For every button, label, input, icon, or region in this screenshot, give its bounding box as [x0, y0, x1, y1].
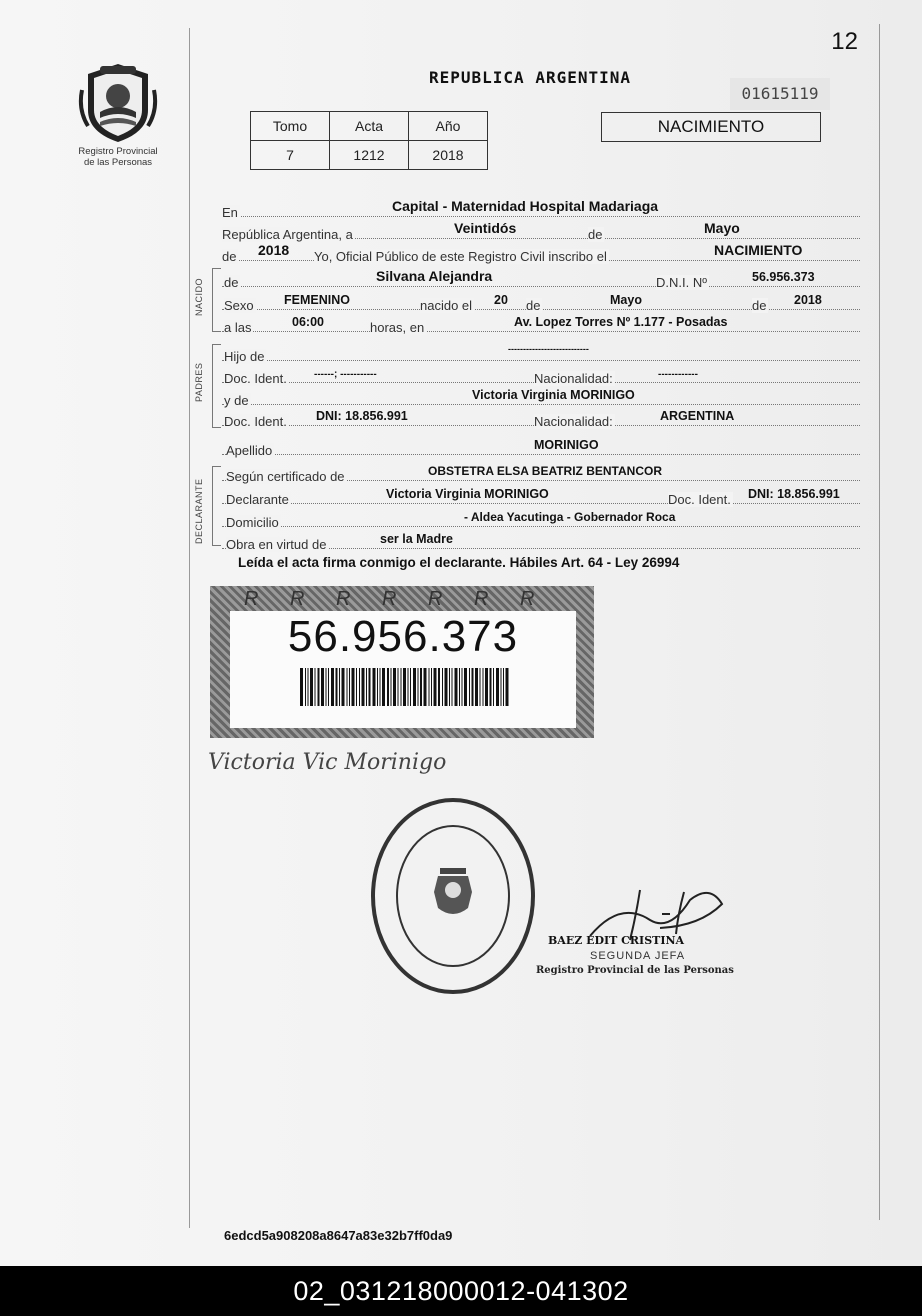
- barcode-bar: [310, 668, 313, 706]
- official-organization: Registro Provincial de las Personas: [536, 965, 734, 976]
- barcode-bar: [424, 668, 427, 706]
- barcode-bar: [380, 668, 381, 706]
- barcode-bar: [339, 668, 340, 706]
- side-label-padres: PADRES: [194, 362, 204, 402]
- label-de-name: de: [224, 275, 239, 290]
- label-doc-declarante: Doc. Ident.: [668, 492, 731, 507]
- label-obra: Obra en virtud de: [226, 537, 327, 552]
- declarante-bracket: [212, 466, 221, 546]
- official-role: SEGUNDA JEFA: [590, 950, 686, 962]
- barcode-bar: [429, 668, 430, 706]
- barcode-bar: [462, 668, 463, 706]
- barcode-bar: [401, 668, 402, 706]
- barcode-bar: [501, 668, 502, 706]
- barcode-bar: [485, 668, 488, 706]
- label-declarante: Declarante: [226, 492, 289, 507]
- value-birth-year: 2018: [794, 293, 822, 307]
- label-nac-father: Nacionalidad:: [534, 371, 613, 386]
- page-number: 12: [831, 28, 858, 55]
- label-hijo-de: Hijo de: [224, 349, 265, 364]
- value-sexo: FEMENINO: [284, 293, 350, 307]
- right-margin-line: [879, 24, 880, 1220]
- barcode-bar: [387, 668, 389, 706]
- barcode-bar: [369, 668, 371, 706]
- barcode-bar: [431, 668, 432, 706]
- value-place: Av. Lopez Torres Nº 1.177 - Posadas: [514, 315, 728, 329]
- table-value-row: [251, 141, 488, 170]
- row-mother-doc: [222, 405, 860, 429]
- label-domicilio: Domicilio: [226, 515, 279, 530]
- barcode-bar: [328, 668, 329, 706]
- value-domicilio: - Aldea Yacutinga - Gobernador Roca: [464, 510, 676, 524]
- barcode-bar: [442, 668, 443, 706]
- barcode-bar: [331, 668, 334, 706]
- nacido-bracket: [212, 268, 221, 332]
- stamp-pattern-letter: R: [382, 588, 397, 610]
- barcode-bar: [445, 668, 448, 706]
- row-certificado: [222, 460, 860, 484]
- barcode-bar: [503, 668, 504, 706]
- barcode-bar: [336, 668, 338, 706]
- row-obra: [222, 528, 860, 552]
- left-margin-line: [189, 28, 190, 1228]
- barcode-bar: [455, 668, 458, 706]
- document-title: REPUBLICA ARGENTINA: [428, 68, 632, 87]
- barcode-bar: [449, 668, 450, 706]
- stamp-pattern-letter: R: [290, 588, 305, 610]
- barcode-bar: [469, 668, 470, 706]
- official-name: BAEZ EDIT CRISTINA: [548, 934, 685, 947]
- header-ano: Año: [409, 112, 488, 141]
- barcode-bar: [420, 668, 422, 706]
- register-table: [250, 111, 488, 170]
- value-mother: Victoria Virginia MORINIGO: [472, 388, 635, 402]
- label-republica: República Argentina, a: [222, 227, 353, 242]
- value-obra: ser la Madre: [380, 532, 453, 546]
- barcode-bar: [308, 668, 309, 706]
- label-en: En: [222, 205, 238, 220]
- value-mother-doc: DNI: 18.856.991: [316, 409, 408, 423]
- barcode-icon: [298, 668, 512, 706]
- label-hora: a las: [224, 320, 252, 335]
- barcode-bar: [472, 668, 474, 706]
- barcode-bar: [315, 668, 316, 706]
- barcode-bar: [459, 668, 460, 706]
- row-mother: [222, 384, 860, 408]
- stamp-pattern-letter: R: [244, 588, 259, 610]
- row-father-doc: [222, 362, 860, 386]
- row-en: [222, 196, 860, 220]
- value-month: Mayo: [704, 220, 740, 236]
- barcode-bar: [438, 668, 440, 706]
- stamp-pattern-letter: R: [474, 588, 489, 610]
- barcode-bar: [418, 668, 419, 706]
- value-apellido: MORINIGO: [534, 438, 599, 452]
- row-domicilio: [222, 506, 860, 530]
- value-year: 2018: [258, 242, 290, 258]
- value-en: Capital - Maternidad Hospital Madariaga: [392, 198, 659, 214]
- barcode-bar: [342, 668, 345, 706]
- label-horas-en: horas, en: [370, 320, 425, 335]
- label-de: de: [588, 227, 603, 242]
- barcode-bar: [475, 668, 478, 706]
- value-doc-declarante: DNI: 18.856.991: [748, 487, 840, 501]
- barcode-bar: [452, 668, 453, 706]
- value-acta: 1212: [330, 141, 409, 170]
- serial-number: 01615119: [730, 78, 830, 110]
- side-label-nacido: NACIDO: [194, 277, 204, 316]
- row-apellido: [222, 434, 860, 458]
- value-inscribe: NACIMIENTO: [714, 242, 803, 258]
- label-oficial: Yo, Oficial Público de este Registro Civil inscribo el: [314, 249, 607, 264]
- value-name: Silvana Alejandra: [376, 268, 493, 284]
- value-tomo: 7: [251, 141, 330, 170]
- padres-bracket: [212, 344, 221, 428]
- barcode-bar: [496, 668, 499, 706]
- label-dni: D.N.I. Nº: [656, 275, 707, 290]
- value-hora: 06:00: [292, 315, 324, 329]
- barcode-bar: [493, 668, 494, 706]
- barcode-bar: [318, 668, 320, 706]
- header-tomo: Tomo: [251, 112, 330, 141]
- label-nac-mother: Nacionalidad:: [534, 414, 613, 429]
- label-de-year: de: [752, 298, 767, 313]
- row-declarante: [222, 483, 860, 507]
- barcode-bar: [373, 668, 376, 706]
- header-acta: Acta: [330, 112, 409, 141]
- side-label-declarante: DECLARANTE: [194, 478, 204, 544]
- label-year: de: [222, 249, 237, 264]
- value-certificado: OBSTETRA ELSA BEATRIZ BENTANCOR: [428, 464, 662, 478]
- barcode-bar: [413, 668, 416, 706]
- barcode-bar: [391, 668, 392, 706]
- barcode-bar: [506, 668, 509, 706]
- barcode-bar: [403, 668, 406, 706]
- label-sexo: Sexo: [224, 298, 254, 313]
- row-sexo: [222, 289, 860, 313]
- barcode-bar: [356, 668, 357, 706]
- label-doc-father: Doc. Ident.: [224, 371, 287, 386]
- barcode-bar: [362, 668, 365, 706]
- declarant-signature: Victoria Vic Morinigo: [208, 750, 447, 775]
- row-republica: [222, 218, 860, 242]
- barcode-bar: [377, 668, 378, 706]
- reading-statement: Leída el acta firma conmigo el declarante. Hábiles Art. 64 - Ley 26994: [238, 555, 680, 570]
- label-apellido: Apellido: [226, 443, 273, 458]
- barcode-bar: [393, 668, 396, 706]
- document-hash: 6edcd5a908208a8647a83e32b7ff0da9: [224, 1228, 453, 1243]
- row-hijo-de: [222, 340, 860, 364]
- barcode-bar: [300, 668, 303, 706]
- value-declarante: Victoria Virginia MORINIGO: [386, 487, 549, 501]
- barcode-bar: [398, 668, 399, 706]
- province-logo-icon: [78, 60, 158, 146]
- barcode-bar: [349, 668, 350, 706]
- value-mother-nac: ARGENTINA: [660, 409, 735, 423]
- row-hora: [222, 311, 860, 335]
- barcode-bar: [366, 668, 367, 706]
- barcode-bar: [480, 668, 481, 706]
- value-ano: 2018: [409, 141, 488, 170]
- barcode-bar: [382, 668, 385, 706]
- stamp-pattern-letter: R: [428, 588, 443, 610]
- footer-file-id: 02_031218000012-041302: [293, 1276, 629, 1306]
- barcode-bar: [359, 668, 360, 706]
- barcode-bar: [321, 668, 324, 706]
- id-stamp-number: 56.956.373: [287, 612, 519, 661]
- row-year: [222, 240, 860, 264]
- value-birth-month: Mayo: [610, 293, 642, 307]
- barcode-bar: [305, 668, 306, 706]
- label-nacido-el: nacido el: [420, 298, 473, 313]
- value-father-doc: ------; -----------: [314, 369, 377, 380]
- label-doc-mother: Doc. Ident.: [224, 414, 287, 429]
- stamp-pattern-letter: R: [336, 588, 351, 610]
- label-de-month: de: [526, 298, 541, 313]
- barcode-bar: [490, 668, 492, 706]
- barcode-bar: [483, 668, 484, 706]
- value-day: Veintidós: [454, 220, 517, 236]
- act-type-box: NACIMIENTO: [601, 112, 821, 142]
- barcode-bar: [326, 668, 327, 706]
- barcode-bar: [410, 668, 411, 706]
- table-header-row: [251, 112, 488, 141]
- label-certificado: Según certificado de: [226, 469, 345, 484]
- logo-caption: Registro Provincial de las Personas: [78, 146, 158, 168]
- barcode-bar: [464, 668, 467, 706]
- row-nacido-name: [222, 266, 860, 290]
- label-y-de: y de: [224, 393, 249, 408]
- barcode-bar: [352, 668, 355, 706]
- value-father-nac: ------------: [658, 369, 698, 380]
- value-father: ---------------------------: [508, 344, 589, 354]
- official-seal-icon: [368, 796, 538, 996]
- value-birth-day: 20: [494, 293, 508, 307]
- value-dni: 56.956.373: [752, 270, 815, 284]
- stamp-pattern-letter: R: [520, 588, 535, 610]
- barcode-bar: [434, 668, 437, 706]
- barcode-bar: [408, 668, 409, 706]
- barcode-bar: [347, 668, 348, 706]
